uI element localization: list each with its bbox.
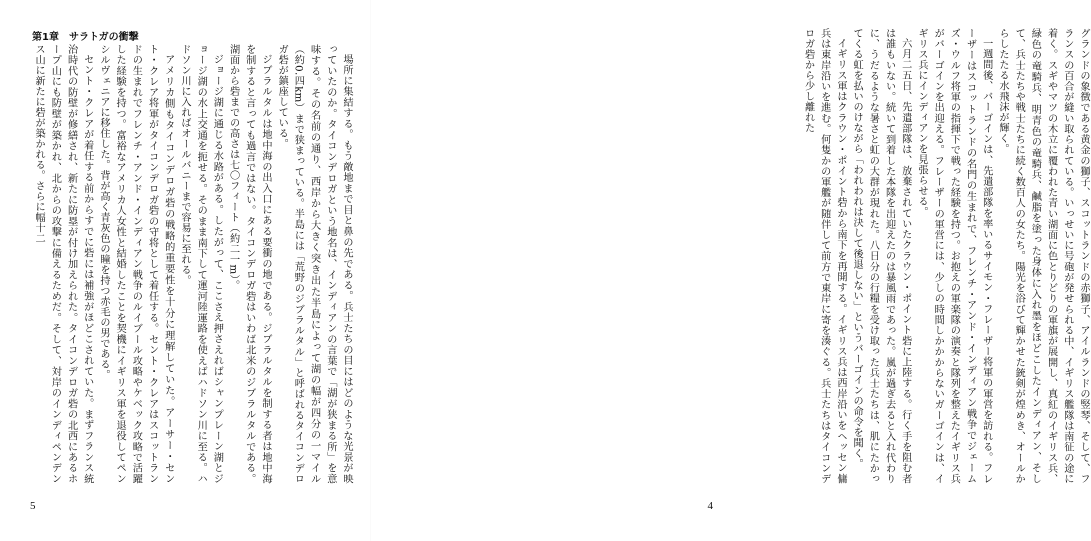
paragraph: ジョージ湖に通じる水路がある。したがって、ここさえ押さえればシャンプレーン湖とジョージ湖の水上交通を扼せる。そのまま南下して運河陸運路を使えばハドソン川に至る。ハドソン川に入ればオールバニーまで容易に至れる。 <box>178 44 223 484</box>
paragraph: 一週間後、バーゴインは、先遣部隊を率いるサイモン・フレーザー将軍の軍営を訪れる。フレーザーはスコットランドの名門の生まれで、フレンチ・アンド・インディアン戦争でジェームズ・ウルフ将軍の指揮下で戦った経験を持つ。お抱えの軍楽隊の演奏と隊列を整えたイギリス兵がバーゴインを出迎える。フレーザーの軍営には、少しの時間しかかからないガーゴインは、イギリス兵にインディアンを見張らせる。 <box>915 28 992 484</box>
paragraph: グランドの象徴である黄金の獅子、スコットランドの赤獅子、アイルランドの竪琴、そして、フランスの百合が縫い取られている。いっせいに号砲が発せられる中、イギリス艦隊は南征の途に着く。スギやマツの木立に覆われた青い湖面に色とりどりの軍旗が展開し、真紅のイギリス兵、緑色の竜騎兵、明青色の竜騎兵、鹹脂を塗った身体に入れ墨をほどこしたインディアン、そして、兵士たちや戦士たちに続く数百人の女たち。陽光を浴びて輝かせた銃剣が煌めき、オールからしたたる水飛沫が輝く。 <box>996 28 1089 484</box>
paragraph: アメリカ側もタイコンデロガ砦の戦略的重要性を十分に理解していた。アーサー・セント・クレア将軍がタイコンデロガ砦の守将として着任する。セント・クレアはスコットランドの生まれでフレンチ・アンド・インディアン戦争のルイブール攻略やケベック攻略で活躍した経験を持つ。富裕なアメリカ人女性と結婚したことを契機にイギリス軍を退役してペンシルヴェニアに移住した。背が高く青灰色の瞳を持つ赤毛の男である。 <box>97 44 174 484</box>
left-page <box>0 0 371 541</box>
page-number-right: 4 <box>707 500 713 512</box>
paragraph: イギリス軍はクラウン・ポイント砦から南下を再開する。イギリス兵は西岸沿いをヘッセン傭兵は東岸沿いを進む。何隻かの軍艦が随伴して前方で東岸に寄を湊ぐる。兵士たちはタイコンデロガ砦から少し離れた <box>802 28 846 484</box>
page-number-left: 5 <box>30 500 36 512</box>
paragraph: 六月二五日、先遣部隊は、放棄されていたクラウン・ポイント砦に上陸する。行く手を阻む者は誰もいない。続いて到着した本隊を出迎えたのは暴風雨であった。嵐が過ぎ去ると入れ代わりに、うだるような暑さと虹の大群が現れた。八日分の行糧を受け取った兵士たちは、肌にたかってくる虹を払いのけながら「われわれは決して後退しない」というバーゴインの命令を聞く。 <box>851 28 911 484</box>
right-page <box>371 0 1089 541</box>
paragraph: セント・クレアが着任する前からすでに砦には補強がほどこされていた。まずフランス統治時代の防壁が修繕され、新たに防塁が付け加えられた。タイコンデロガ砦の北西にあるホープ山にも防壁が築かれ、北からの攻撃に備えるためだ。そして、対岸のインディペンデンス山に新たに砦が築かれる。さらに幅十二 <box>33 44 93 484</box>
paragraph: ジブラルタルは地中海の出入口にある要衝の地である。ジブラルタルを制する者は地中海を制すると言っても過言ではない。タイコンデロガ砦はいわば北米のジブラルタルである。湖面から砦までの高さは七〇フィート（約二一m）。 <box>227 44 271 484</box>
right-page-body <box>759 28 1091 484</box>
left-page-body <box>32 44 354 484</box>
paragraph: 場所に集結する。もう敵地まで目と鼻の先である。兵士たちの目にはどのような光景が映っていたのか。タイコンデロガという地名は、インディアンの言葉で「湖が狭まる所」を意味する。その名前の通り、西岸から大きく突き出た半島によって湖の幅が四分の一マイル（約0.四km）まで狭まっている。半島には「荒野のジブラルタル」と呼ばれるタイコンデロガ砦が鎮座している。 <box>276 44 352 484</box>
running-head: 第1章 サラトガの衝撃 <box>32 32 139 43</box>
